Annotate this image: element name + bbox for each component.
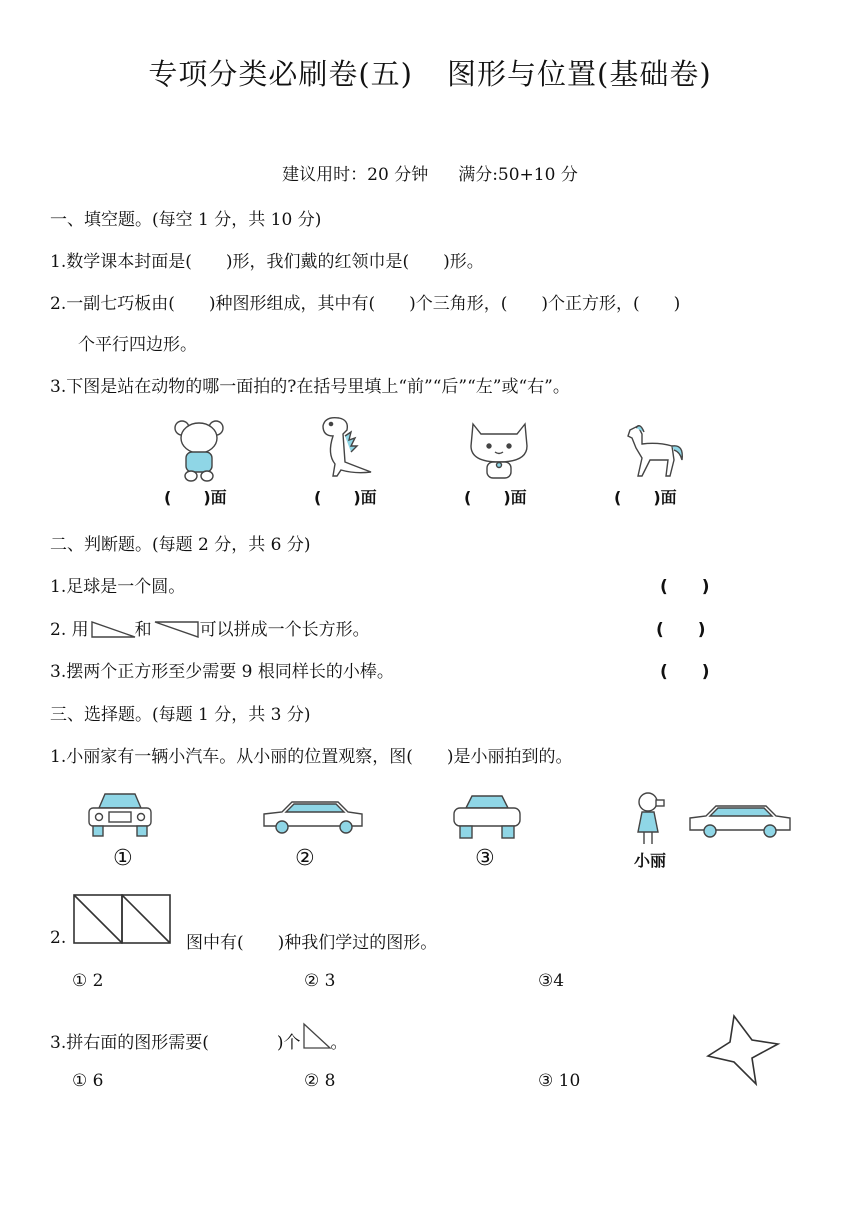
s2-q2-and: 和 (134, 620, 152, 640)
s3-question-3 (50, 1028, 347, 1053)
bear-back-image (170, 418, 230, 488)
s3-q3-suffix: 。 (330, 1033, 348, 1053)
s2-answer-2: ( ) (656, 620, 706, 640)
triangle-left-icon (89, 619, 135, 635)
triangle-right-icon (152, 619, 200, 635)
exam-meta (0, 160, 860, 185)
squares-diagonal-figure (72, 893, 172, 947)
section1-heading: 一、填空题。(每空 1 分，共 10 分) (50, 210, 322, 230)
car-label-2: ② (295, 846, 315, 871)
car-label-1: ① (113, 846, 133, 871)
car-side-observed-image (688, 804, 794, 840)
small-triangle-icon (300, 1032, 330, 1048)
animal-caption-2: ( )面 (314, 488, 377, 507)
s1-question-2-line2: 个平行四边形。 (78, 335, 197, 355)
star-figure (706, 1012, 780, 1086)
s3-q2-option-1: ① 2 (72, 971, 104, 991)
s3-q2-prefix: 2. (50, 928, 67, 948)
page-title (0, 52, 860, 93)
s3-q3-prefix: 3.拼右面的图形需要( )个 (50, 1033, 301, 1053)
s3-q2-option-3: ③4 (538, 971, 565, 991)
title-part2: 图形与位置(基础卷) (447, 57, 712, 91)
girl-image (632, 790, 666, 848)
s1-question-1: 1.数学课本封面是( )形，我们戴的红领巾是( )形。 (50, 252, 484, 272)
s3-question-1: 1.小丽家有一辆小汽车。从小丽的位置观察，图( )是小丽拍到的。 (50, 747, 573, 767)
s1-question-3: 3.下图是站在动物的哪一面拍的?在括号里填上“前”“后”“左”或“右”。 (50, 377, 570, 397)
car-label-3: ③ (475, 846, 495, 871)
animal-caption-4: ( )面 (614, 488, 677, 507)
car-side-image (262, 800, 366, 838)
s3-q3-option-1: ① 6 (72, 1071, 104, 1091)
s1-question-2-line1: 2.一副七巧板由( )种图形组成，其中有( )个三角形，( )个正方形，( ) (50, 294, 681, 314)
s2-q2-prefix: 2. 用 (50, 620, 89, 640)
dinosaur-side-image (315, 414, 385, 484)
s2-answer-1: ( ) (660, 577, 710, 597)
time-limit: 建议用时：20 分钟 (282, 165, 429, 185)
car-front-image (85, 790, 155, 840)
horse-side-image (620, 420, 690, 484)
s2-question-2 (50, 615, 370, 640)
animal-caption-1: ( )面 (164, 488, 227, 507)
cat-front-image (465, 418, 533, 484)
s3-q3-option-2: ② 8 (304, 1071, 336, 1091)
girl-label: 小丽 (634, 851, 667, 870)
s2-question-3: 3.摆两个正方形至少需要 9 根同样长的小棒。 (50, 662, 394, 682)
s2-q2-suffix: 可以拼成一个长方形。 (199, 620, 370, 640)
s3-question-2: 图中有( )种我们学过的图形。 (186, 933, 438, 953)
s3-q2-option-2: ② 3 (304, 971, 336, 991)
s2-question-1: 1.足球是一个圆。 (50, 577, 186, 597)
s3-q3-option-3: ③ 10 (538, 1071, 581, 1091)
full-score: 满分:50+10 分 (458, 165, 578, 185)
car-back-image (452, 792, 522, 840)
section3-heading: 三、选择题。(每题 1 分，共 3 分) (50, 705, 311, 725)
s2-answer-3: ( ) (660, 662, 710, 682)
title-part1: 专项分类必刷卷(五) (148, 57, 413, 91)
section2-heading: 二、判断题。(每题 2 分，共 6 分) (50, 535, 311, 555)
animal-caption-3: ( )面 (464, 488, 527, 507)
